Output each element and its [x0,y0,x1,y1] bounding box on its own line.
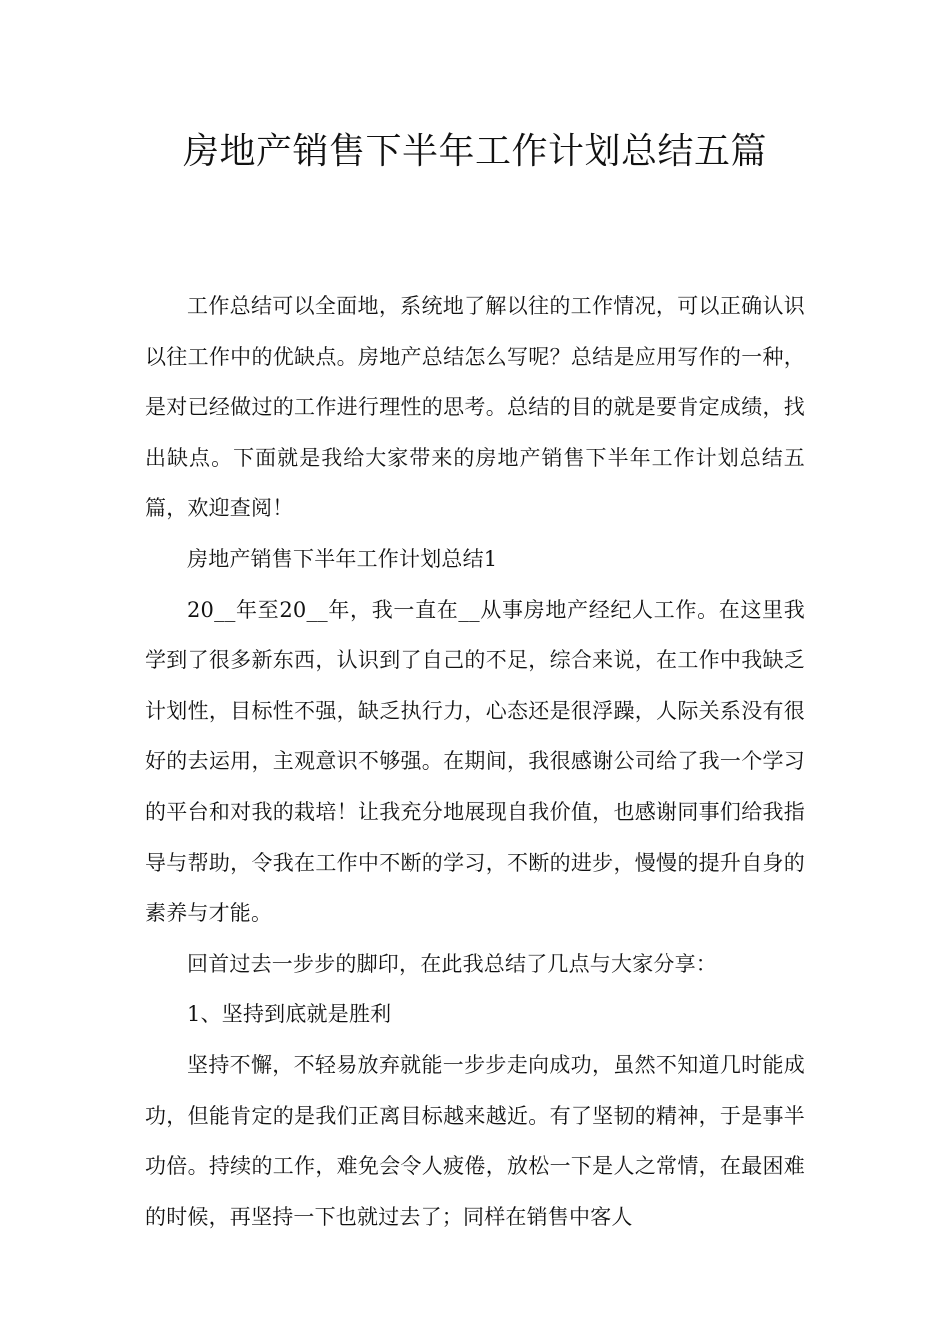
point-heading-1: 1、坚持到底就是胜利 [187,1002,392,1027]
body-paragraph: 坚持不懈，不轻易放弃就能一步步走向成功，虽然不知道几时能成功，但能肯定的是我们正离目标越来越近。有了坚韧的精神，于是事半功倍。持续的工作，难免会令人疲倦，放松一下是人之常情，在最困难的时候，再坚持一下也就过去了；同样在销售中客人 [145,1052,805,1229]
document-title: 房地产销售下半年工作计划总结五篇 [182,131,767,172]
intro-paragraph: 工作总结可以全面地，系统地了解以往的工作情况，可以正确认识以往工作中的优缺点。房地产总结怎么写呢？总结是应用写作的一种，是对已经做过的工作进行理性的思考。总结的目的就是要肯定成绩，找出缺点。下面就是我给大家带来的房地产销售下半年工作计划总结五篇，欢迎查阅！ [145,294,805,521]
body-paragraph: 回首过去一步步的脚印，在此我总结了几点与大家分享： [187,951,717,976]
section-heading-1: 房地产销售下半年工作计划总结1 [187,546,498,571]
document-body [145,281,805,1242]
body-paragraph: 20__年至20__年，我一直在__从事房地产经纪人工作。在这里我学到了很多新东西，认识到了自己的不足，综合来说，在工作中我缺乏计划性，目标性不强，缺乏执行力，心态还是很浮躁，人际关系没有很好的去运用，主观意识不够强。在期间，我很感谢公司给了我一个学习的平台和对我的栽培！让我充分地展现自我价值，也感谢同事们给我指导与帮助，令我在工作中不断的学习，不断的进步，慢慢的提升自身的素养与才能。 [145,597,805,926]
